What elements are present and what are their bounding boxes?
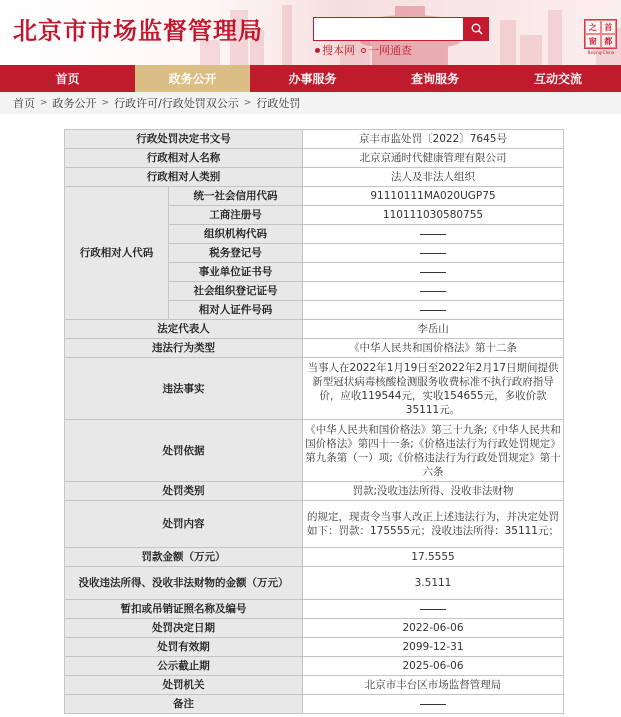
table-row [65, 130, 564, 149]
publicity-end-date-label: 公示截止期 [65, 657, 303, 676]
penalty-category-value: 罚款;没收违法所得、没收非法财物 [303, 482, 564, 501]
nav-home[interactable]: 首页 [55, 72, 80, 86]
credit-code-label: 统一社会信用代码 [169, 187, 303, 206]
party-id-no-label: 相对人证件号码 [169, 301, 303, 320]
table-row [65, 676, 564, 695]
validity-date-label: 处罚有效期 [65, 638, 303, 657]
institution-cert-no-value [303, 263, 564, 282]
fine-amount-label: 罚款金额（万元） [65, 548, 303, 567]
penalty-basis-value: 《中华人民共和国价格法》第三十九条;《中华人民共和国价格法》第四十一条;《价格违法行为行政处罚规定》第九条第（一）项;《价格违法行为行政处罚规定》第十六条 [303, 420, 564, 482]
publicity-end-date-value: 2025-06-06 [303, 657, 564, 676]
logo-char: 首 [601, 20, 617, 34]
search-icon [471, 23, 483, 35]
org-code-label: 组织机构代码 [169, 225, 303, 244]
authority-label: 处罚机关 [65, 676, 303, 695]
table-row [65, 339, 564, 358]
table-row [65, 501, 564, 548]
tax-reg-no-value [303, 244, 564, 263]
license-suspension-label: 暂扣或吊销证照名称及编号 [65, 600, 303, 619]
breadcrumb-government-affairs[interactable]: 政务公开 [52, 97, 97, 110]
main-nav [0, 65, 621, 92]
radio-unselected-icon [361, 48, 366, 53]
penalty-basis-label: 处罚依据 [65, 420, 303, 482]
social-org-reg-no-label: 社会组织登记证号 [169, 282, 303, 301]
table-row [65, 168, 564, 187]
breadcrumb-dual-publicity[interactable]: 行政许可/行政处罚双公示 [114, 97, 239, 110]
confiscation-amount-label: 没收违法所得、没收非法财物的金额（万元） [65, 567, 303, 600]
confiscation-amount-value: 3.5111 [303, 567, 564, 600]
table-row [65, 619, 564, 638]
decision-date-value: 2022-06-06 [303, 619, 564, 638]
empty-dash [420, 272, 446, 273]
search-scope-all[interactable] [361, 42, 412, 58]
fine-amount-value: 17.5555 [303, 548, 564, 567]
table-row [65, 600, 564, 619]
decision-date-label: 处罚决定日期 [65, 619, 303, 638]
table-row [65, 320, 564, 339]
logo-char: 窗 [585, 34, 601, 48]
business-reg-no-label: 工商注册号 [169, 206, 303, 225]
empty-dash [420, 253, 446, 254]
breadcrumb-separator: > [101, 98, 110, 108]
table-row [65, 420, 564, 482]
social-org-reg-no-value [303, 282, 564, 301]
radio-selected-icon [315, 48, 320, 53]
penalty-content-label: 处罚内容 [65, 501, 303, 548]
logo-char: 之 [585, 20, 601, 34]
legal-rep-label: 法定代表人 [65, 320, 303, 339]
search-box[interactable] [313, 17, 464, 41]
search-input[interactable] [314, 19, 463, 41]
penalty-category-label: 处罚类别 [65, 482, 303, 501]
empty-dash [420, 310, 446, 311]
tax-reg-no-label: 税务登记号 [169, 244, 303, 263]
org-code-value [303, 225, 564, 244]
table-row [65, 695, 564, 714]
breadcrumb-home[interactable]: 首页 [13, 97, 35, 110]
decision-no-label: 行政处罚决定书文号 [65, 130, 303, 149]
validity-date-value: 2099-12-31 [303, 638, 564, 657]
table-row [65, 482, 564, 501]
institution-cert-no-label: 事业单位证书号 [169, 263, 303, 282]
empty-dash [420, 704, 446, 705]
site-header [0, 0, 621, 65]
credit-code-value: 91110111MA020UGP75 [303, 187, 564, 206]
party-type-value: 法人及非法人组织 [303, 168, 564, 187]
search-scope-site[interactable] [315, 42, 355, 58]
business-reg-no-value: 110111030580755 [303, 206, 564, 225]
search-scope-options [315, 42, 412, 58]
logo-char: 都 [601, 34, 617, 48]
capital-window-logo[interactable] [584, 19, 617, 49]
party-id-no-value [303, 301, 564, 320]
nav-government-affairs[interactable]: 政务公开 [135, 65, 250, 92]
search-button[interactable] [464, 17, 489, 41]
party-name-value: 北京京通时代健康管理有限公司 [303, 149, 564, 168]
violation-type-label: 违法行为类型 [65, 339, 303, 358]
table-row [65, 187, 564, 206]
table-row [65, 567, 564, 600]
table-row [65, 638, 564, 657]
breadcrumb-separator: > [40, 98, 48, 108]
penalty-content-value: 的规定，现责令当事人改正上述违法行为，并决定处罚如下：罚款：175555元；没收违法所得：35111元； [303, 501, 564, 548]
table-row [65, 548, 564, 567]
empty-dash [420, 234, 446, 235]
breadcrumb [0, 92, 621, 114]
empty-dash [420, 291, 446, 292]
party-codes-label: 行政相对人代码 [65, 187, 169, 320]
table-row [65, 149, 564, 168]
authority-value: 北京市丰台区市场监督管理局 [303, 676, 564, 695]
search-scope-site-label: 搜本网 [322, 44, 355, 57]
empty-dash [420, 609, 446, 610]
remarks-label: 备注 [65, 695, 303, 714]
site-title: 北京市市场监督管理局 [13, 17, 263, 45]
breadcrumb-administrative-penalty[interactable]: 行政处罚 [256, 97, 301, 110]
violation-type-value: 《中华人民共和国价格法》第十二条 [303, 339, 564, 358]
license-suspension-value [303, 600, 564, 619]
party-type-label: 行政相对人类别 [65, 168, 303, 187]
nav-inquiry[interactable]: 查询服务 [410, 72, 459, 86]
decision-no-value: 京丰市监处罚〔2022〕7645号 [303, 130, 564, 149]
search-scope-all-label: 一网通查 [368, 44, 412, 57]
remarks-value [303, 695, 564, 714]
penalty-detail-table [64, 129, 564, 714]
violation-facts-value: 当事人在2022年1月19日至2022年2月17日期间提供新型冠状病毒核酸检测服务收费标准不执行政府指导价，应收119544元，实收154655元，多收价款35111元。 [303, 358, 564, 420]
party-name-label: 行政相对人名称 [65, 149, 303, 168]
table-row [65, 657, 564, 676]
table-row [65, 358, 564, 420]
nav-interaction[interactable]: 互动交流 [533, 72, 582, 86]
nav-services[interactable]: 办事服务 [288, 72, 337, 86]
logo-subtitle: Beijing-China [587, 50, 615, 55]
legal-rep-value: 李岳山 [303, 320, 564, 339]
violation-facts-label: 违法事实 [65, 358, 303, 420]
breadcrumb-separator: > [243, 98, 252, 108]
